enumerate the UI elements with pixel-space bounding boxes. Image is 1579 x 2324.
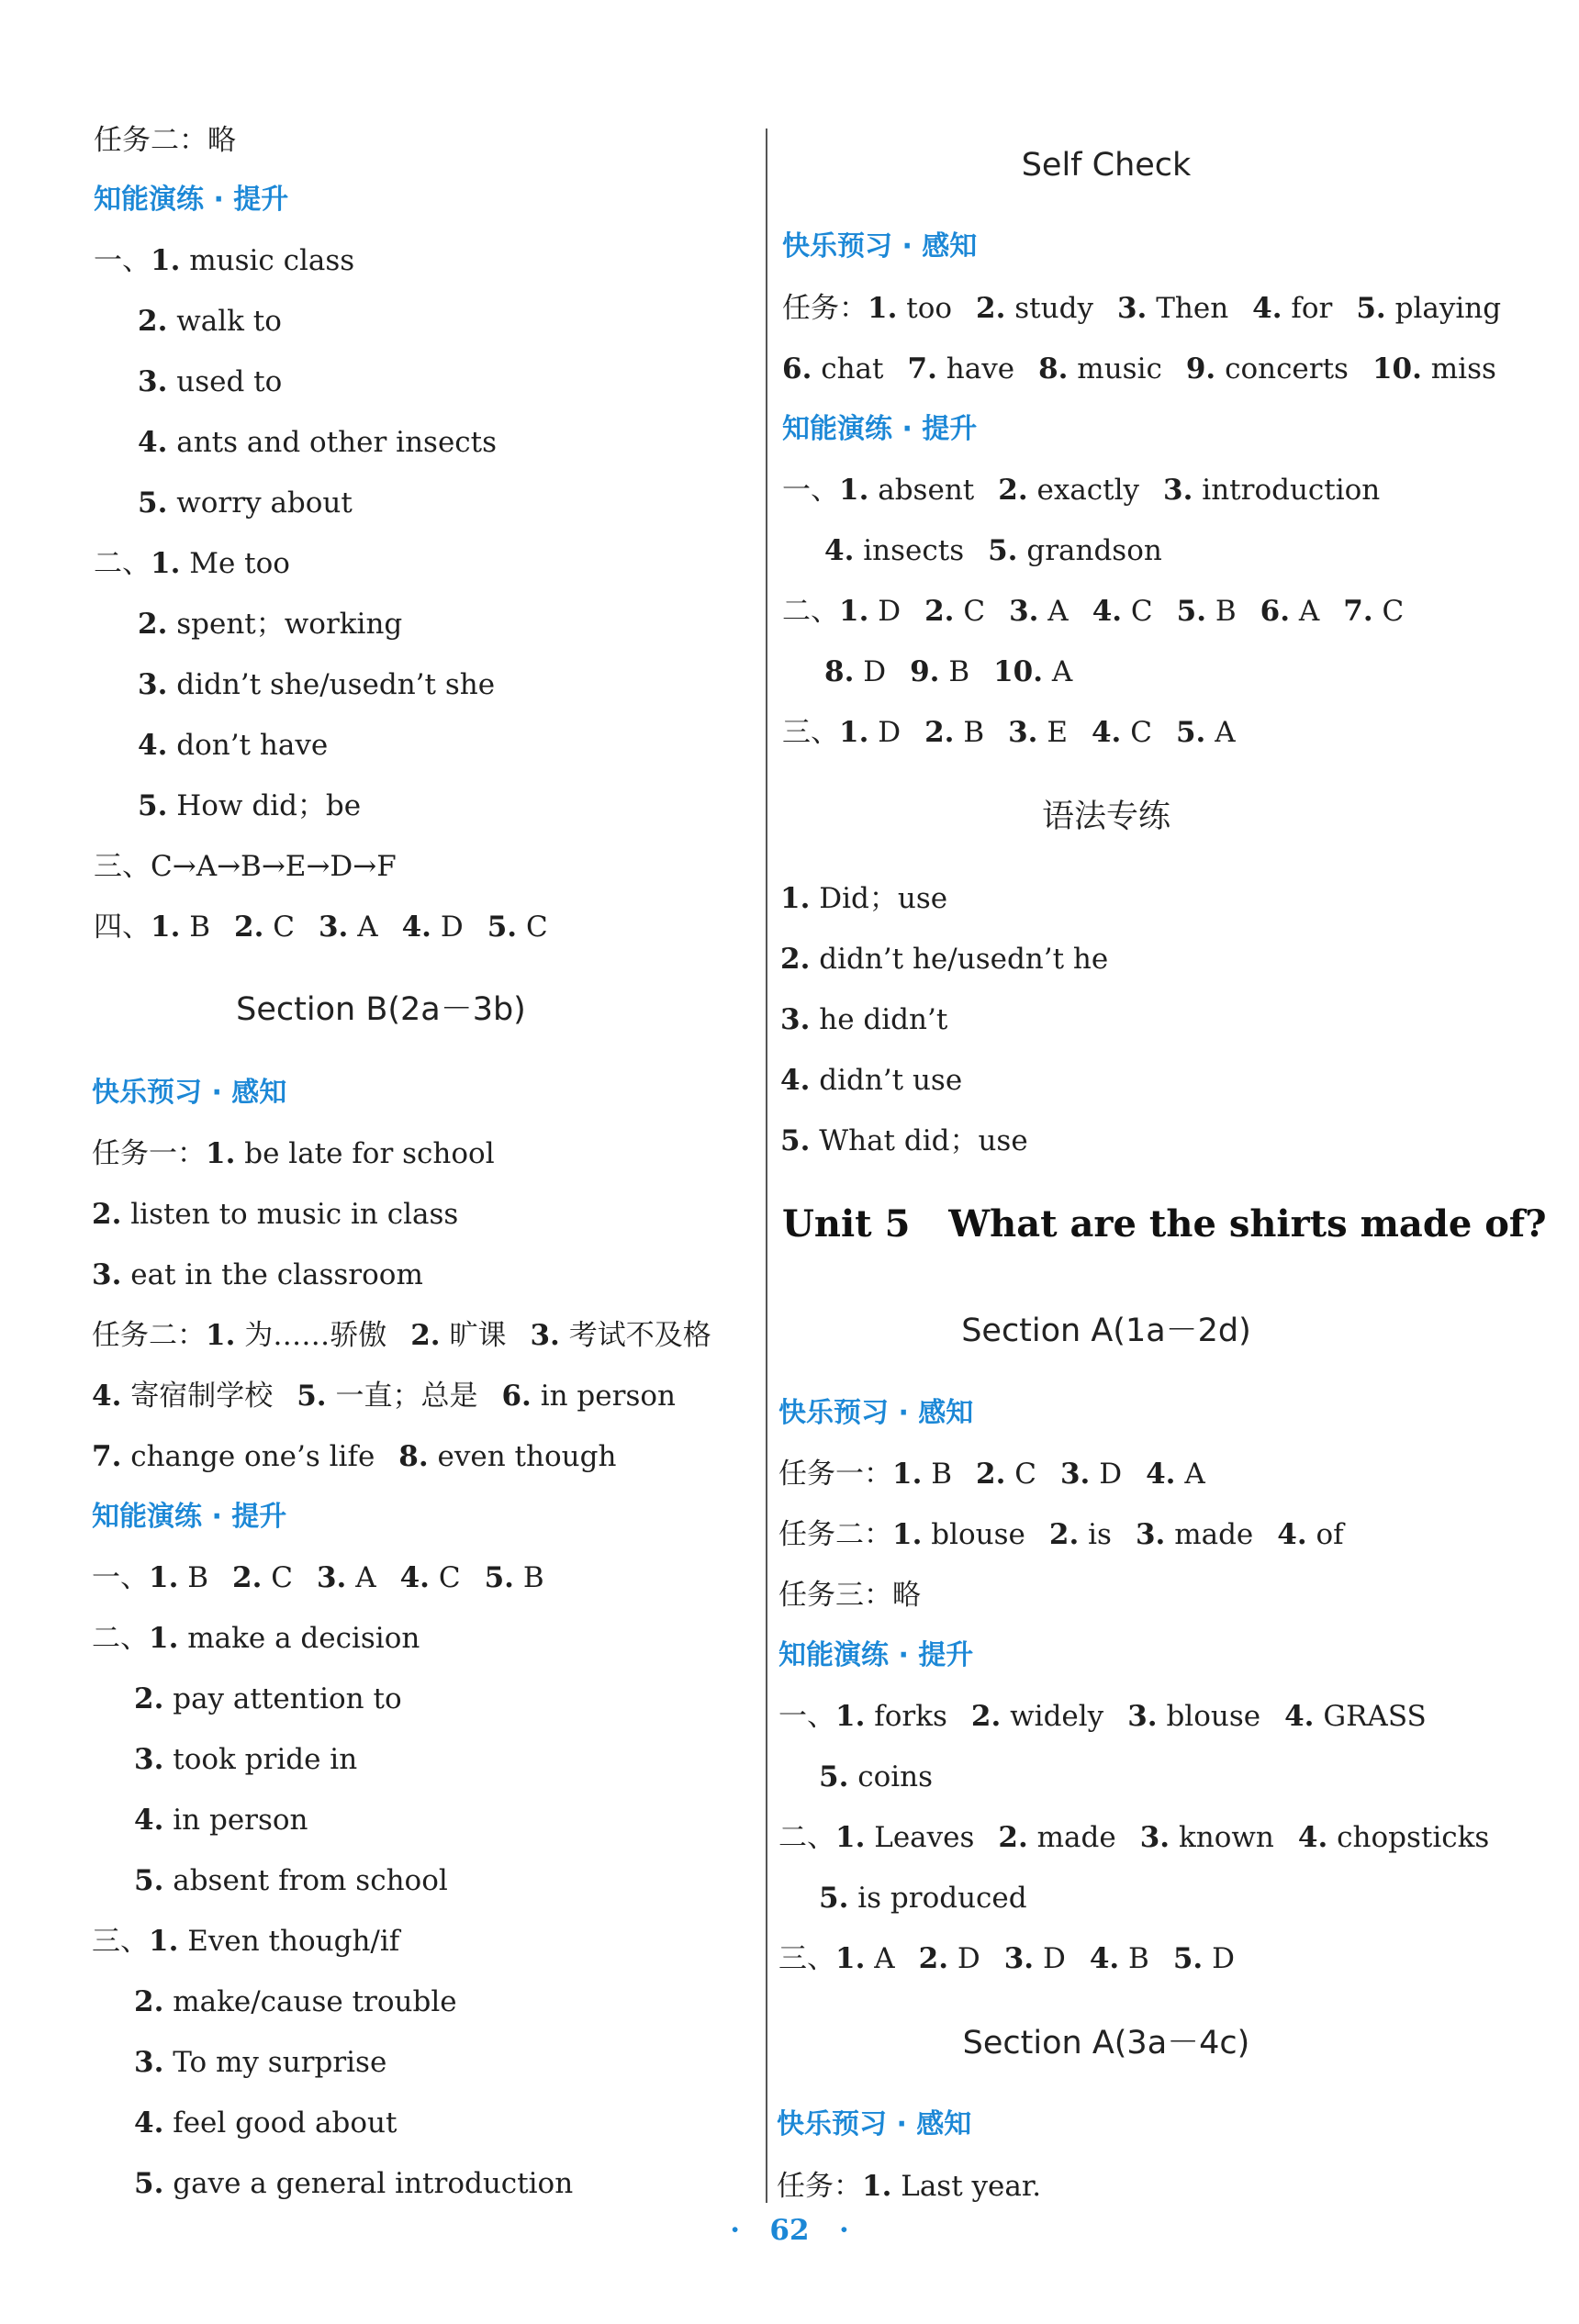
answer-line: 任务一：1. be late for school	[92, 1137, 495, 1170]
answer-line: 二、1. make a decision	[92, 1622, 420, 1655]
answer-line: 3. used to	[138, 365, 283, 398]
section-title: Section A(3a－4c)	[962, 2025, 1250, 2061]
answer-line: 一、1. absent 2. exactly 3. introduction	[782, 474, 1381, 507]
answer-line: 3. To my surprise	[134, 2046, 387, 2079]
answer-line: 4. in person	[134, 1804, 308, 1837]
answer-line: 4. ants and other insects	[138, 426, 498, 459]
answer-line: 2. listen to music in class	[92, 1198, 459, 1231]
task2-omitted: 任务二：略	[94, 124, 236, 157]
answer-line: 5. How did；be	[138, 789, 362, 822]
column-divider	[766, 128, 767, 2203]
answer-line: 3. he didn’t	[780, 1003, 948, 1036]
heading-practice: 知能演练 · 提升	[94, 184, 289, 216]
heading-preview: 快乐预习 · 感知	[777, 2108, 972, 2140]
heading-preview: 快乐预习 · 感知	[782, 230, 978, 263]
answer-line: 4. didn’t use	[780, 1064, 963, 1097]
answer-line: 三、C→A→B→E→D→F	[94, 850, 397, 883]
answer-line: 2. didn’t he/usedn’t he	[780, 943, 1109, 976]
answer-line: 一、1. forks 2. widely 3. blouse 4. GRASS	[778, 1700, 1427, 1733]
answer-line: 任务：1. Last year.	[777, 2170, 1042, 2203]
answer-line: 二、1. Leaves 2. made 3. known 4. chopsticks	[778, 1821, 1490, 1854]
section-title: Section A(1a－2d)	[961, 1313, 1251, 1349]
answer-line: 三、1. D 2. B 3. E 4. C 5. A	[782, 716, 1236, 749]
unit-title: Unit 5 What are the shirts made of?	[782, 1202, 1547, 1246]
answer-line: 任务一：1. B 2. C 3. D 4. A	[778, 1458, 1205, 1491]
page-number: · 62 ·	[730, 2214, 849, 2247]
answer-line: 3. didn’t she/usedn’t she	[138, 668, 496, 701]
answer-line: 5. gave a general introduction	[134, 2167, 574, 2200]
answer-line: 三、1. Even though/if	[92, 1925, 400, 1958]
answer-line: 8. D 9. B 10. A	[824, 655, 1073, 688]
answer-line: 2. walk to	[138, 305, 282, 338]
heading-practice: 知能演练 · 提升	[782, 413, 978, 445]
answer-line: 4. feel good about	[134, 2106, 398, 2140]
answer-line: 2. spent；working	[138, 608, 403, 641]
answer-line: 4. don’t have	[138, 729, 329, 762]
answer-line: 3. eat in the classroom	[92, 1258, 423, 1291]
answer-line: 7. change one’s life 8. even though	[92, 1440, 617, 1473]
answer-line: 6. chat 7. have 8. music 9. concerts 10. miss	[782, 352, 1496, 385]
answer-line: 任务二：1. 为……骄傲 2. 旷课 3. 考试不及格	[92, 1319, 711, 1352]
answer-line: 二、1. Me too	[94, 547, 290, 580]
answer-line: 5. absent from school	[134, 1864, 448, 1897]
heading-preview: 快乐预习 · 感知	[778, 1397, 974, 1429]
answer-line: 任务：1. too 2. study 3. Then 4. for 5. playing	[782, 292, 1502, 325]
answer-line: 任务三：略	[778, 1579, 921, 1612]
answer-line: 5. worry about	[138, 486, 353, 520]
answer-line: 一、1. music class	[94, 244, 355, 277]
answer-line: 4. 寄宿制学校 5. 一直；总是 6. in person	[92, 1380, 676, 1413]
heading-practice: 知能演练 · 提升	[778, 1639, 974, 1671]
answer-line: 一、1. B 2. C 3. A 4. C 5. B	[92, 1561, 544, 1594]
answer-line: 2. pay attention to	[134, 1682, 402, 1715]
heading-practice: 知能演练 · 提升	[92, 1501, 287, 1533]
answer-line: 5. coins	[819, 1760, 934, 1793]
answer-line: 4. insects 5. grandson	[824, 534, 1162, 567]
section-title: Section B(2a－3b)	[236, 991, 526, 1028]
answer-line: 二、1. D 2. C 3. A 4. C 5. B 6. A 7. C	[782, 595, 1405, 628]
answer-line: 5. is produced	[819, 1882, 1027, 1915]
answer-line: 5. What did；use	[780, 1124, 1028, 1157]
heading-preview: 快乐预习 · 感知	[92, 1077, 287, 1109]
answer-line: 任务二：1. blouse 2. is 3. made 4. of	[778, 1518, 1344, 1551]
answer-line: 3. took pride in	[134, 1743, 358, 1776]
section-title: 语法专练	[1041, 799, 1170, 835]
answer-line: 四、1. B 2. C 3. A 4. D 5. C	[94, 911, 548, 944]
answer-line: 2. make/cause trouble	[134, 1985, 457, 2018]
answer-line: 1. Did；use	[780, 882, 948, 915]
answer-line: 三、1. A 2. D 3. D 4. B 5. D	[778, 1942, 1235, 1975]
section-title: Self Check	[1021, 147, 1192, 184]
